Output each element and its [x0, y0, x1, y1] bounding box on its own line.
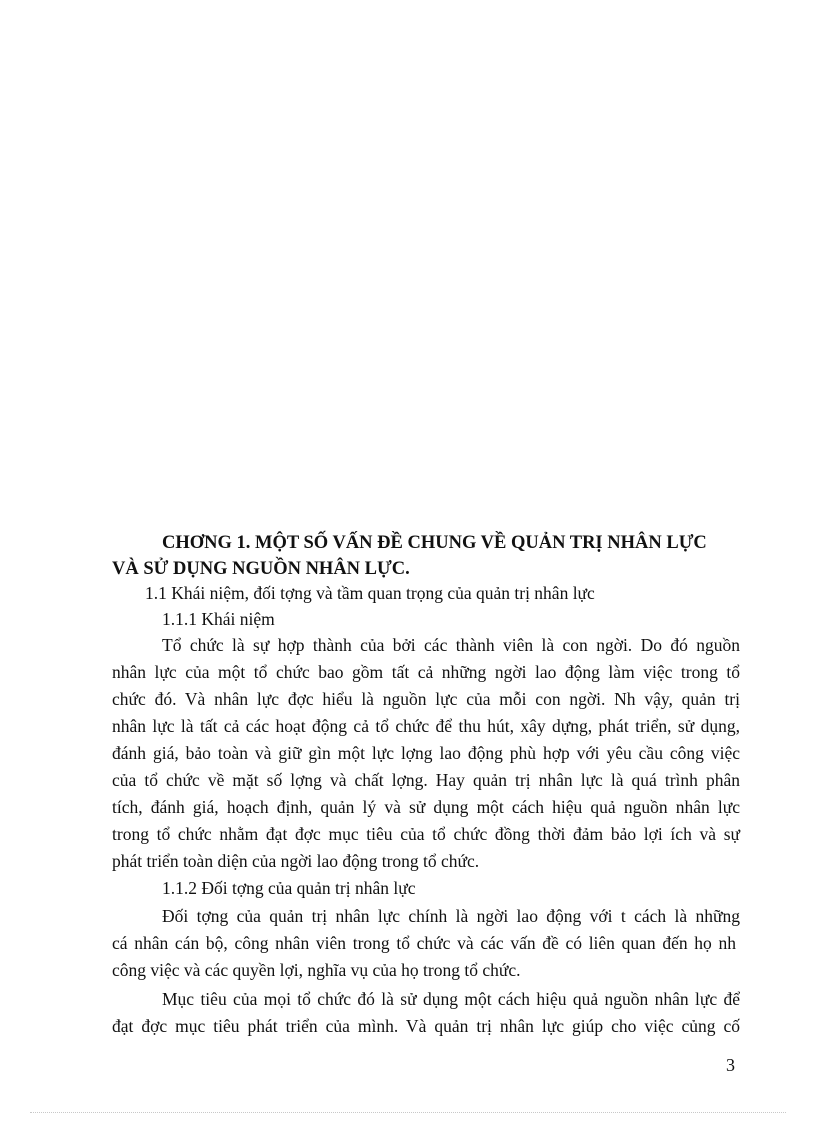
goal-paragraph-line: đạt đợc mục tiêu phát triển của mình. Và quản trị nhân lực giúp cho việc củng cố: [112, 1016, 740, 1036]
page-bottom-border: [30, 1112, 786, 1113]
definition-paragraph-line: Tổ chức là sự hợp thành của bởi các thành viên là con ngời. Do đó nguồn: [162, 635, 740, 655]
goal-paragraph-line: Mục tiêu của mọi tổ chức đó là sử dụng một cách hiệu quả nguồn nhân lực để: [162, 989, 740, 1009]
chapter-title-line-2: VÀ SỬ DỤNG NGUỒN NHÂN LỰC.: [112, 559, 410, 579]
definition-paragraph-line: nhân lực của một tổ chức bao gồm tất cả những ngời lao động làm việc trong tổ: [112, 662, 740, 682]
definition-paragraph-line: nhân lực là tất cả các hoạt động cả tổ chức để thu hút, xây dựng, phát triển, sử dụng,: [112, 716, 740, 736]
chapter-title-line-1: CHƠNG 1. MỘT SỐ VẤN ĐỀ CHUNG VỀ QUẢN TRỊ NHÂN LỰC: [162, 533, 707, 553]
section-1-1-heading: 1.1 Khái niệm, đối tợng và tầm quan trọng của quản trị nhân lực: [145, 583, 595, 603]
definition-paragraph-line: chức đó. Và nhân lực đợc hiểu là nguồn lực của mỗi con ngời. Nh vậy, quản trị: [112, 689, 740, 709]
page-number: 3: [726, 1055, 735, 1075]
object-paragraph-line: Đối tợng của quản trị nhân lực chính là ngời lao động với t cách là những: [162, 906, 740, 926]
definition-paragraph-line: tích, đánh giá, hoạch định, quản lý và sử dụng một cách hiệu quả nguồn nhân lực: [112, 797, 740, 817]
definition-paragraph-line: trong tổ chức nhằm đạt đợc mục tiêu của tổ chức đồng thời đảm bảo lợi ích và sự: [112, 824, 740, 844]
definition-paragraph-line: phát triển toàn diện của ngời lao động trong tổ chức.: [112, 851, 480, 871]
chapter-title: [112, 530, 752, 582]
object-paragraph-line: công việc và các quyền lợi, nghĩa vụ của họ trong tổ chức.: [112, 960, 521, 980]
definition-paragraph-line: đánh giá, bảo toàn và giữ gìn một lực lợng lao động phù hợp với yêu cầu công việc: [112, 743, 740, 763]
section-1-1-1-heading: 1.1.1 Khái niệm: [162, 609, 275, 629]
section-1-1-2-heading: 1.1.2 Đối tợng của quản trị nhân lực: [162, 878, 416, 898]
definition-paragraph-line: của tổ chức về mặt số lợng và chất lợng. Hay quản trị nhân lực là quá trình phân: [112, 770, 740, 790]
object-paragraph-line: cá nhân cán bộ, công nhân viên trong tổ chức và các vấn đề có liên quan đến họ nh: [112, 933, 736, 953]
